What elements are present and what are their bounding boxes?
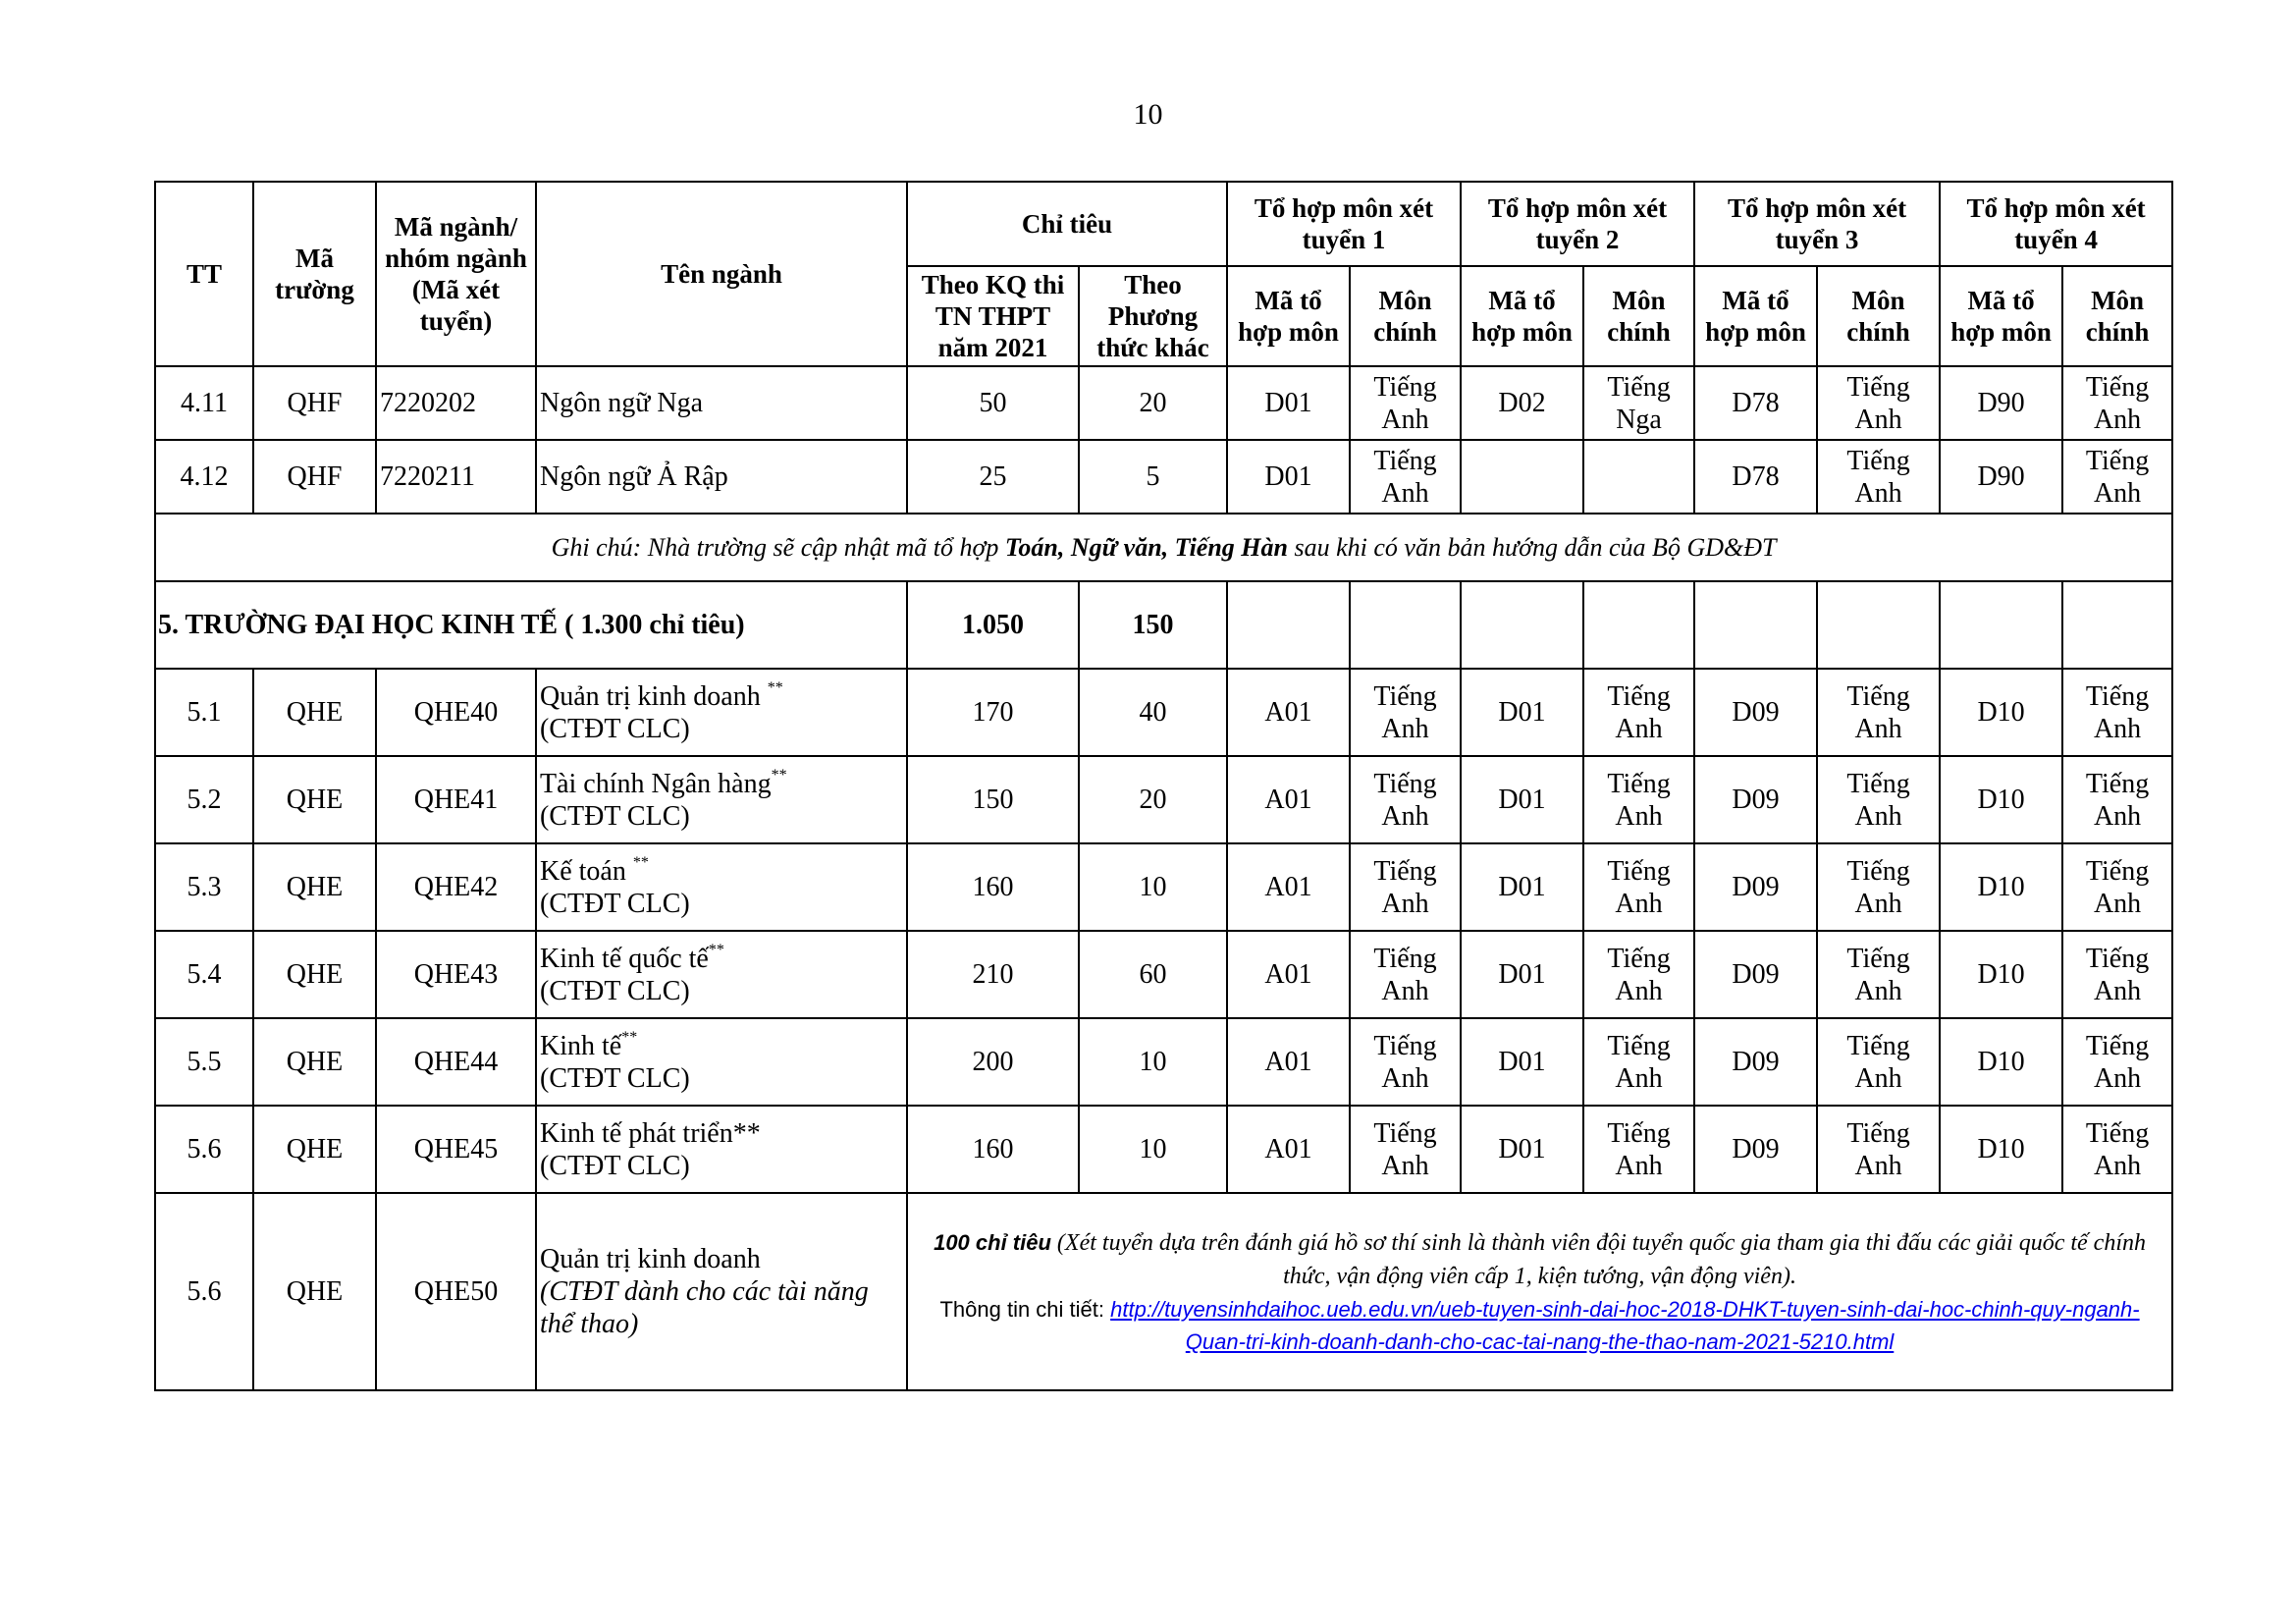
cell-code-1: A01 (1227, 843, 1350, 931)
header-to-hop-4: Tổ hợp môn xét tuyển 4 (1940, 182, 2172, 266)
cell-truong: QHE (253, 1193, 376, 1390)
cell-tt: 5.2 (155, 756, 253, 843)
cell-code-4: D10 (1940, 931, 2062, 1018)
cell-kq: 50 (907, 366, 1079, 440)
cell-pt: 5 (1079, 440, 1227, 514)
section-title: 5. TRƯỜNG ĐẠI HỌC KINH TẾ ( 1.300 chỉ tiêu) (155, 581, 907, 669)
cell-kq: 200 (907, 1018, 1079, 1106)
cell-pt: 40 (1079, 669, 1227, 756)
cell-mon-3: Tiếng Anh (1817, 931, 1940, 1018)
header-to-hop-1: Tổ hợp môn xét tuyển 1 (1227, 182, 1461, 266)
cell-ma: QHE41 (376, 756, 536, 843)
cell-ma: 7220202 (376, 366, 536, 440)
cell-tt: 5.1 (155, 669, 253, 756)
empty-cell (1461, 581, 1583, 669)
cell-code-1: D01 (1227, 366, 1350, 440)
cell-tt: 4.11 (155, 366, 253, 440)
program-mark: ** (767, 678, 783, 696)
cell-truong: QHE (253, 756, 376, 843)
cell-code-3: D78 (1694, 440, 1817, 514)
cell-mon-1: Tiếng Anh (1350, 843, 1461, 931)
info-link[interactable]: http://tuyensinhdaihoc.ueb.edu.vn/ueb-tuyen-sinh-dai-hoc-2018-DHKT-tuyen-sinh-dai-hoc-chinh-quy-nganh-Quan-tri-kinh-doanh-danh-cho-cac-tai-nang-the-thao-nam-2021-5210.html (1110, 1296, 2140, 1354)
table-row (155, 931, 2172, 1018)
cell-ma: 7220211 (376, 440, 536, 514)
cell-truong: QHE (253, 931, 376, 1018)
info-cell (907, 1193, 2172, 1390)
cell-mon-4: Tiếng Anh (2062, 1106, 2172, 1193)
cell-code-2 (1461, 440, 1583, 514)
header-chi-tieu: Chỉ tiêu (907, 182, 1227, 266)
info-description (916, 1226, 2163, 1293)
table-row (155, 1018, 2172, 1106)
cell-mon-3: Tiếng Anh (1817, 669, 1940, 756)
header-ma-to-hop: Mã tổ hợp môn (1227, 266, 1350, 366)
table-row (155, 440, 2172, 514)
cell-code-3: D09 (1694, 669, 1817, 756)
cell-ma: QHE40 (376, 669, 536, 756)
cell-ma: QHE42 (376, 843, 536, 931)
program-name: Quản trị kinh doanh (540, 1244, 761, 1274)
cell-ten (536, 1018, 907, 1106)
cell-mon-2 (1583, 440, 1694, 514)
cell-ma: QHE50 (376, 1193, 536, 1390)
cell-code-1: A01 (1227, 669, 1350, 756)
cell-code-3: D09 (1694, 1018, 1817, 1106)
cell-kq: 170 (907, 669, 1079, 756)
cell-pt: 20 (1079, 756, 1227, 843)
cell-ten: Ngôn ngữ Nga (536, 366, 907, 440)
header-ma-nganh: Mã ngành/ nhóm ngành (Mã xét tuyển) (376, 182, 536, 366)
program-name: Kinh tế quốc tế (540, 943, 709, 974)
cell-mon-1: Tiếng Anh (1350, 366, 1461, 440)
program-type: (CTĐT CLC) (540, 888, 690, 919)
cell-code-2: D01 (1461, 669, 1583, 756)
cell-tt: 5.5 (155, 1018, 253, 1106)
cell-truong: QHE (253, 669, 376, 756)
program-type: (CTĐT CLC) (540, 1062, 690, 1094)
empty-cell (1350, 581, 1461, 669)
program-type: (CTĐT CLC) (540, 713, 690, 744)
cell-mon-4: Tiếng Anh (2062, 440, 2172, 514)
empty-cell (1227, 581, 1350, 669)
cell-truong: QHE (253, 1018, 376, 1106)
cell-tt: 5.4 (155, 931, 253, 1018)
cell-code-2: D01 (1461, 756, 1583, 843)
cell-mon-3: Tiếng Anh (1817, 366, 1940, 440)
cell-ten (536, 1106, 907, 1193)
cell-code-3: D09 (1694, 1106, 1817, 1193)
cell-code-1: A01 (1227, 931, 1350, 1018)
cell-mon-4: Tiếng Anh (2062, 843, 2172, 931)
cell-ten (536, 756, 907, 843)
cell-mon-4: Tiếng Anh (2062, 1018, 2172, 1106)
table-row (155, 756, 2172, 843)
cell-ten (536, 843, 907, 931)
cell-mon-3: Tiếng Anh (1817, 1106, 1940, 1193)
cell-ma: QHE44 (376, 1018, 536, 1106)
header-mon-chinh: Môn chính (1350, 266, 1461, 366)
info-quota: 100 chỉ tiêu (934, 1229, 1051, 1255)
table-row (155, 366, 2172, 440)
cell-mon-3: Tiếng Anh (1817, 440, 1940, 514)
cell-mon-4: Tiếng Anh (2062, 669, 2172, 756)
cell-code-4: D10 (1940, 1018, 2062, 1106)
header-mon-chinh: Môn chính (1583, 266, 1694, 366)
cell-mon-1: Tiếng Anh (1350, 1106, 1461, 1193)
program-mark: ** (708, 941, 724, 958)
cell-kq: 210 (907, 931, 1079, 1018)
cell-code-4: D10 (1940, 843, 2062, 931)
header-to-hop-2: Tổ hợp môn xét tuyển 2 (1461, 182, 1694, 266)
cell-pt: 60 (1079, 931, 1227, 1018)
header-to-hop-3: Tổ hợp môn xét tuyển 3 (1694, 182, 1940, 266)
empty-cell (1694, 581, 1817, 669)
cell-pt: 20 (1079, 366, 1227, 440)
empty-cell (2062, 581, 2172, 669)
cell-code-2: D01 (1461, 1018, 1583, 1106)
cell-code-3: D78 (1694, 366, 1817, 440)
cell-code-4: D90 (1940, 440, 2062, 514)
info-criteria: (Xét tuyển dựa trên đánh giá hồ sơ thí sinh là thành viên đội tuyển quốc gia tham gia thi đấu các giải quốc tế chính thức, vận động viên cấp 1, kiện tướng, vận động viên). (1050, 1229, 2146, 1289)
program-name: Quản trị kinh doanh (540, 680, 768, 712)
cell-kq: 25 (907, 440, 1079, 514)
note-cell (155, 514, 2172, 581)
program-mark: ** (632, 853, 649, 871)
cell-mon-3: Tiếng Anh (1817, 843, 1940, 931)
table-row (155, 843, 2172, 931)
cell-code-1: A01 (1227, 756, 1350, 843)
cell-ten: Ngôn ngữ Ả Rập (536, 440, 907, 514)
table-row (155, 669, 2172, 756)
table-row (155, 1106, 2172, 1193)
cell-mon-1: Tiếng Anh (1350, 440, 1461, 514)
cell-mon-1: Tiếng Anh (1350, 931, 1461, 1018)
cell-pt: 10 (1079, 1018, 1227, 1106)
section-pt: 150 (1079, 581, 1227, 669)
cell-mon-2: Tiếng Anh (1583, 843, 1694, 931)
cell-code-4: D10 (1940, 1106, 2062, 1193)
program-name: Kế toán (540, 855, 633, 887)
program-mark: ** (771, 766, 787, 784)
cell-code-2: D02 (1461, 366, 1583, 440)
cell-ma: QHE43 (376, 931, 536, 1018)
cell-mon-2: Tiếng Anh (1583, 1106, 1694, 1193)
cell-code-2: D01 (1461, 1106, 1583, 1193)
header-ma-to-hop: Mã tổ hợp môn (1461, 266, 1583, 366)
cell-tt: 5.6 (155, 1193, 253, 1390)
note-row (155, 514, 2172, 581)
cell-tt: 5.3 (155, 843, 253, 931)
cell-kq: 160 (907, 1106, 1079, 1193)
cell-tt: 4.12 (155, 440, 253, 514)
program-mark: ** (621, 1028, 638, 1046)
cell-mon-1: Tiếng Anh (1350, 756, 1461, 843)
section-row (155, 581, 2172, 669)
program-type: (CTĐT CLC) (540, 800, 690, 832)
empty-cell (1940, 581, 2062, 669)
cell-kq: 160 (907, 843, 1079, 931)
header-ten-nganh: Tên ngành (536, 182, 907, 366)
cell-code-4: D10 (1940, 756, 2062, 843)
cell-truong: QHE (253, 1106, 376, 1193)
header-mon-chinh: Môn chính (2062, 266, 2172, 366)
cell-code-3: D09 (1694, 931, 1817, 1018)
cell-code-1: D01 (1227, 440, 1350, 514)
cell-code-1: A01 (1227, 1106, 1350, 1193)
program-name: Tài chính Ngân hàng (540, 768, 772, 799)
cell-code-1: A01 (1227, 1018, 1350, 1106)
cell-tt: 5.6 (155, 1106, 253, 1193)
program-type: (CTĐT dành cho các tài năng thể thao) (540, 1276, 869, 1339)
page-number: 10 (1133, 98, 1163, 131)
header-ma-truong: Mã trường (253, 182, 376, 366)
header-ma-to-hop: Mã tổ hợp môn (1940, 266, 2062, 366)
admission-table (154, 181, 2173, 1391)
cell-code-3: D09 (1694, 843, 1817, 931)
empty-cell (1817, 581, 1940, 669)
cell-mon-2: Tiếng Nga (1583, 366, 1694, 440)
cell-mon-2: Tiếng Anh (1583, 931, 1694, 1018)
cell-truong: QHF (253, 366, 376, 440)
note-bold: Toán, Ngữ văn, Tiếng Hàn (1004, 533, 1288, 562)
cell-ma: QHE45 (376, 1106, 536, 1193)
cell-mon-2: Tiếng Anh (1583, 1018, 1694, 1106)
empty-cell (1583, 581, 1694, 669)
cell-truong: QHF (253, 440, 376, 514)
cell-mon-1: Tiếng Anh (1350, 669, 1461, 756)
program-name: Kinh tế (540, 1030, 622, 1061)
note-prefix: Ghi chú: Nhà trường sẽ cập nhật mã tổ hợp (551, 533, 1005, 562)
cell-pt: 10 (1079, 1106, 1227, 1193)
header-theo-kq: Theo KQ thi TN THPT năm 2021 (907, 266, 1079, 366)
cell-code-2: D01 (1461, 931, 1583, 1018)
cell-mon-3: Tiếng Anh (1817, 1018, 1940, 1106)
cell-mon-2: Tiếng Anh (1583, 756, 1694, 843)
cell-mon-3: Tiếng Anh (1817, 756, 1940, 843)
cell-truong: QHE (253, 843, 376, 931)
header-theo-pt: Theo Phương thức khác (1079, 266, 1227, 366)
cell-mon-4: Tiếng Anh (2062, 756, 2172, 843)
cell-code-2: D01 (1461, 843, 1583, 931)
note-suffix: sau khi có văn bản hướng dẫn của Bộ GD&ĐT (1288, 533, 1777, 562)
cell-pt: 10 (1079, 843, 1227, 931)
program-type: (CTĐT CLC) (540, 1150, 690, 1181)
header-ma-to-hop: Mã tổ hợp môn (1694, 266, 1817, 366)
cell-code-4: D90 (1940, 366, 2062, 440)
info-details (916, 1293, 2163, 1358)
table-row (155, 1193, 2172, 1390)
info-label: Thông tin chi tiết: (939, 1296, 1111, 1322)
cell-mon-2: Tiếng Anh (1583, 669, 1694, 756)
cell-code-4: D10 (1940, 669, 2062, 756)
section-kq: 1.050 (907, 581, 1079, 669)
cell-ten (536, 669, 907, 756)
cell-mon-1: Tiếng Anh (1350, 1018, 1461, 1106)
cell-ten (536, 931, 907, 1018)
header-tt: TT (155, 182, 253, 366)
program-name: Kinh tế phát triển** (540, 1117, 761, 1149)
cell-mon-4: Tiếng Anh (2062, 931, 2172, 1018)
program-type: (CTĐT CLC) (540, 975, 690, 1006)
cell-mon-4: Tiếng Anh (2062, 366, 2172, 440)
cell-kq: 150 (907, 756, 1079, 843)
header-mon-chinh: Môn chính (1817, 266, 1940, 366)
cell-code-3: D09 (1694, 756, 1817, 843)
cell-ten (536, 1193, 907, 1390)
